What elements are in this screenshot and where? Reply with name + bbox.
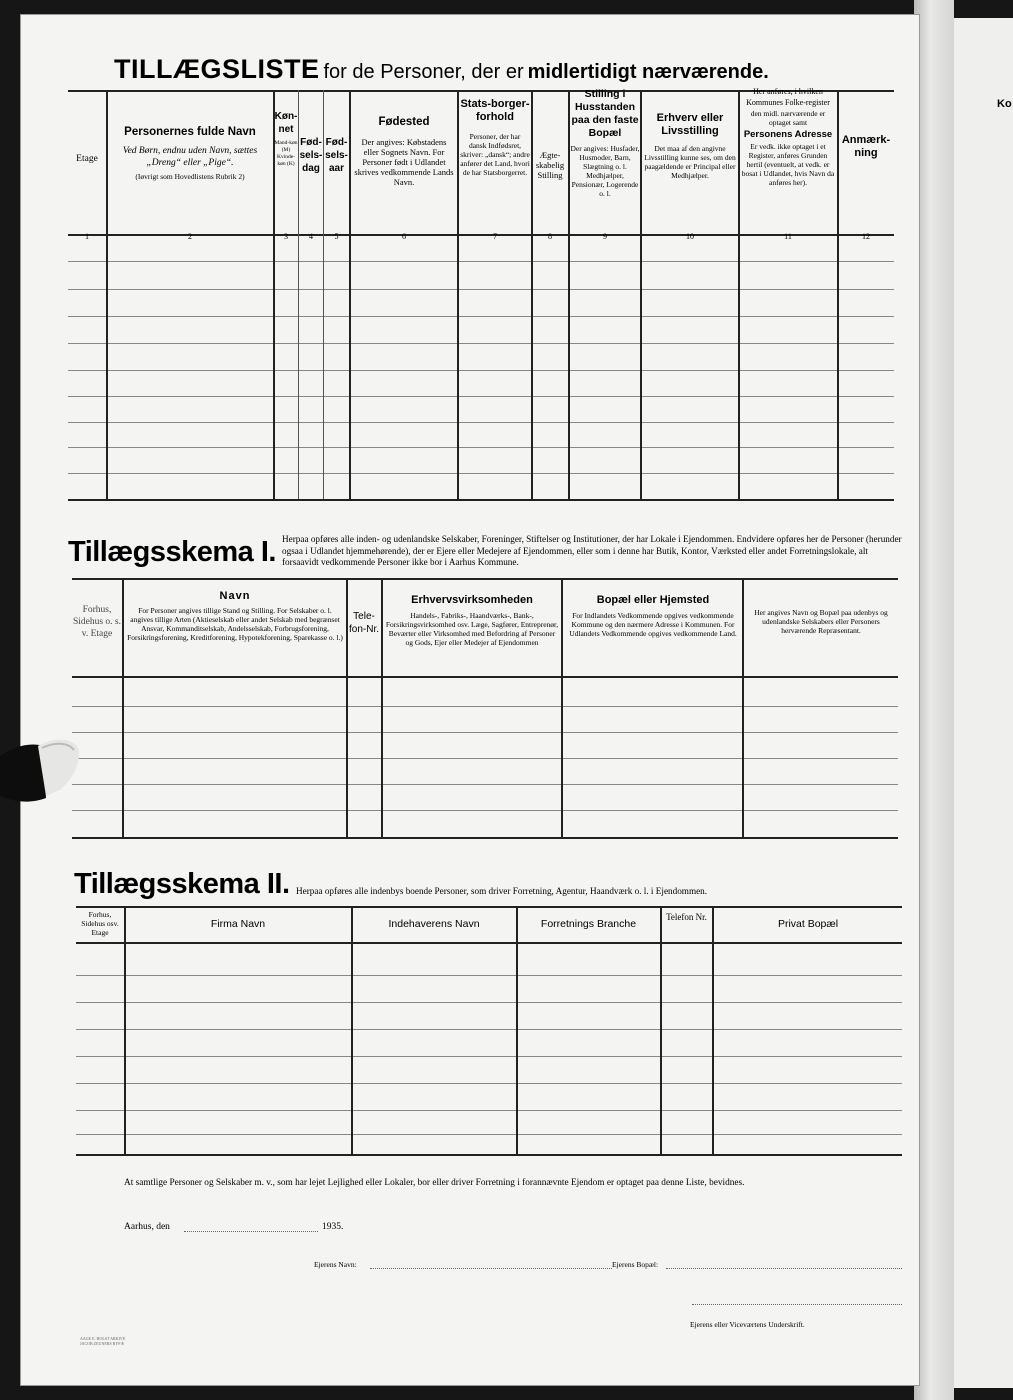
title-main: TILLÆGSLISTE	[114, 54, 320, 84]
s2-col-line	[516, 906, 518, 1154]
t1-row-line	[68, 447, 894, 448]
s1-head-navn-title: Navn	[219, 590, 251, 602]
s1-row-line	[72, 810, 898, 811]
t1-head-stats-sub: Personer, der har dansk Indfødsret, skriver: „dansk“; andre anfører det Land, hvori de har Statsborgerret.	[460, 132, 530, 177]
s1-head-erhverv-sub: Handels-, Fabriks-, Haandværks-, Bank-, Forsikringsvirksomhed osv. Læge, Sagfører, Entreprenør, Beværter eller Virksomhed med Befordring af Personer og Gods, Ejer eller Medejer af Ejendommen	[385, 611, 559, 647]
t1-head-erhverv	[643, 112, 737, 180]
title-bold: midlertidigt nærværende.	[527, 61, 769, 83]
t1-row-line	[68, 261, 894, 262]
signature-line	[692, 1304, 902, 1305]
t1-head-husst-title: Stilling i Husstanden paa den faste Bopæl	[571, 88, 639, 139]
t1-head-stats	[460, 98, 530, 177]
thumb-image	[0, 738, 80, 808]
t1-head-aegte: Ægte-skabelig Stilling	[535, 150, 565, 180]
s1-head-bopael	[565, 594, 741, 638]
t1-head-navn-title: Personernes fulde Navn	[124, 126, 256, 138]
t1-num-11: 11	[784, 232, 792, 241]
t1-head-adr	[740, 86, 836, 187]
s1-bottom-rule	[72, 837, 898, 839]
s1-head-repr: Her angives Navn og Bopæl paa udenbys og udenlandske Selskabers eller Personers herværende Repræsentant.	[754, 608, 888, 635]
date-dotted-line	[184, 1231, 318, 1232]
t1-num	[353, 226, 455, 244]
t1-num-5: 5	[334, 232, 339, 241]
t1-row-line	[68, 422, 894, 423]
s2-head-telefon: Telefon Nr.	[666, 912, 707, 922]
t1-num	[324, 226, 349, 244]
t1-head-navn	[110, 126, 270, 181]
s1-col-line	[381, 578, 383, 837]
t1-head-navn-sub: Ved Børn, endnu uden Navn, sættes „Dreng“ eller „Pige“.	[122, 146, 258, 168]
owner-name-label: Ejerens Navn:	[314, 1260, 357, 1269]
s2-head-indehaver: Indehaverens Navn	[388, 918, 480, 930]
s2-col-line	[660, 906, 662, 1154]
s2-top-rule	[76, 906, 902, 908]
owner-name-line	[370, 1268, 612, 1269]
s2-row-line	[76, 1083, 902, 1084]
t1-head-husst	[570, 88, 640, 198]
t1-head-adr-sub2: Er vedk. ikke optaget i et Register, anføres Grunden hertil (eventuelt, at vedk. er bosat i Udlandet, hvis Navn da anføres her).	[741, 142, 835, 187]
s2-row-line	[76, 1029, 902, 1030]
book-spine	[914, 0, 954, 1400]
skema2-intro: Herpaa opføres alle indenbys boende Personer, som driver Forretning, Agentur, Haandværk o. l. i Ejendommen.	[296, 886, 708, 896]
t1-num	[740, 226, 836, 244]
t1-num-4: 4	[309, 232, 313, 241]
s2-head-branche: Forretnings Branche	[540, 918, 637, 930]
s1-head-erhverv-title: Erhvervsvirksomheden	[411, 594, 533, 606]
footer-place: Aarhus, den	[124, 1222, 170, 1232]
s1-top-rule	[72, 578, 898, 580]
t1-col-line	[106, 90, 108, 499]
s1-head-rule	[72, 676, 898, 678]
t1-col-line	[457, 90, 459, 499]
t1-num-2: 2	[188, 232, 192, 241]
t1-head-husst-sub: Der angives: Husfader, Husmoder, Barn, Slægtning o. l. Medhjælper, Pensionær, Logerende o. l.	[570, 144, 640, 198]
s2-row-line	[76, 1110, 902, 1111]
t1-num	[68, 226, 106, 244]
t1-head-adr-title: Her anføres, i hvilken Kommunes Folke-register	[746, 87, 830, 107]
s1-head-erhverv	[385, 594, 559, 647]
s2-col-line	[712, 906, 714, 1154]
s2-col-line	[124, 906, 126, 1154]
t1-num	[570, 226, 640, 244]
t1-row-line	[68, 289, 894, 290]
skema1-intro: Herpaa opføres alle inden- og udenlandske Selskaber, Foreninger, Stiftelser og Institutioner, der har Lokale i Ejendommen. Endvidere opføres her de Personer (herunder ogsaa i Udlandet hjemmehørende), der er Ejere eller Medejere af Ejendommen, eller som i denne har Butik, Kontor, Værksted eller andet Forretningslokale, alt forsaavidt vedkommende Personer ikke bor i Aarhus Kommune.	[282, 534, 902, 567]
title-rest: for de Personer, der er	[323, 61, 524, 83]
t1-row-line	[68, 473, 894, 474]
t1-num	[532, 226, 568, 244]
owner-addr-label: Ejerens Bopæl:	[612, 1260, 659, 1269]
t1-head-kon-sub: Mand-køn (M) Kvinde-køn (K)	[274, 140, 298, 167]
s2-head-bopael: Privat Bopæl	[777, 918, 839, 930]
s1-col-line	[742, 578, 744, 837]
t1-num-3: 3	[284, 232, 288, 241]
t1-col-line	[349, 90, 351, 499]
s2-row-line	[76, 1002, 902, 1003]
t1-num	[274, 226, 298, 244]
s1-col-line	[122, 578, 124, 837]
t1-head-kon-title: Køn-net	[274, 111, 298, 135]
t1-col-line	[640, 90, 642, 499]
t1-head-adr-title2: Personens Adresse	[743, 129, 833, 140]
t1-row-line	[68, 343, 894, 344]
t1-num	[460, 226, 530, 244]
s2-col-line	[351, 906, 353, 1154]
t1-num-1: 1	[85, 232, 89, 241]
t1-head-dag: Fød-sels-dag	[299, 137, 323, 174]
form-page	[20, 14, 920, 1386]
s1-row-line	[72, 784, 898, 785]
s1-head-bopael-title: Bopæl eller Hjemsted	[596, 594, 710, 606]
s1-head-navn	[126, 590, 344, 642]
s1-head-bopael-sub: For Indlandets Vedkommende opgives vedkommende Kommune og den nærmere Adresse i Kommunen. For Udlandets Vedkommende opgives vedkommende Land.	[569, 611, 737, 638]
s2-head-rule	[76, 942, 902, 944]
t1-head-navn-sub2: (Iøvrigt som Hovedlistens Rubrik 2)	[135, 172, 245, 181]
t1-num	[643, 226, 737, 244]
footer-year: 1935.	[322, 1222, 344, 1232]
t1-head-anm: Anmærk-ning	[841, 134, 891, 159]
s1-row-line	[72, 732, 898, 733]
skema2-title: Tillægsskema II.	[74, 868, 290, 900]
footer-statement: At samtlige Personer og Selskaber m. v., som har lejet Lejlighed eller Lokaler, bor eller driver Forretning i forannævnte Ejendom er optaget paa denne Liste, bevidnes.	[124, 1178, 745, 1188]
t1-head-kon	[274, 110, 298, 168]
s1-head-tele: Tele-fon-Nr.	[348, 611, 379, 635]
s2-head-etage: Forhus, Sidehus osv. Etage	[81, 910, 119, 937]
t1-head-adr-sub: den midl. nærværende er optaget samt	[750, 109, 826, 127]
t1-head-sted-title: Fødested	[378, 116, 430, 128]
t1-num-10: 10	[686, 232, 694, 241]
t1-row-line	[68, 316, 894, 317]
s2-row-line	[76, 1134, 902, 1135]
s1-head-navn-sub: For Personer angives tillige Stand og Stilling. For Selskaber o. l. angives tillige Arten (Aktieselskab eller andet Selskab med begrænset Ansvar, Kommanditselskab, Andelsselskab, Forbrugsforening, Forsikringsforening, Kreditforening, Hypotekforening, Sparekasse o. l.)	[127, 606, 343, 642]
t1-num-6: 6	[402, 232, 406, 241]
skema1-title: Tillægsskema I.	[68, 536, 276, 568]
t1-head-erhverv-sub: Det maa af den angivne Livsstilling kunne ses, om den paagældende er Principal eller Medhjælper.	[644, 144, 736, 180]
t1-head-stats-title: Stats-borger-forhold	[460, 98, 530, 123]
s1-col-line	[561, 578, 563, 837]
t1-head-sted-sub: Der angives: Købstadens eller Sognets Navn. For Personer født i Udlandet skrives vedkommende Lands Navn.	[354, 137, 454, 187]
s1-head-etage: Forhus, Sidehus o. s. v. Etage	[72, 605, 122, 639]
s1-row-line	[72, 758, 898, 759]
t1-num	[110, 226, 270, 244]
t1-num-9: 9	[603, 232, 607, 241]
owner-addr-line	[666, 1268, 902, 1269]
t1-head-erhverv-title: Erhverv eller Livsstilling	[656, 112, 724, 137]
t1-num	[838, 226, 894, 244]
t1-num-7: 7	[493, 232, 497, 241]
s1-row-line	[72, 706, 898, 707]
s2-row-line	[76, 975, 902, 976]
s2-row-line	[76, 1056, 902, 1057]
t1-num-12: 12	[862, 232, 870, 241]
s2-bottom-rule	[76, 1154, 902, 1156]
t1-num	[299, 226, 323, 244]
s2-head-firma: Firma Navn	[210, 918, 266, 930]
t1-head-etage: Etage	[76, 154, 98, 164]
t1-num-8: 8	[548, 232, 552, 241]
t1-head-aar: Fød-sels-aar	[325, 137, 348, 174]
t1-head-sted	[353, 116, 455, 187]
printer-mark: AAGE E. HOLST ARKIVE JACOB ZEUNERS BYFÆ	[80, 1336, 126, 1346]
t1-bottom-rule	[68, 499, 894, 501]
page-title	[114, 54, 874, 85]
next-page-text: Ko	[997, 98, 1012, 110]
t1-row-line	[68, 396, 894, 397]
t1-row-line	[68, 370, 894, 371]
signature-label: Ejerens eller Viceværtens Underskrift.	[690, 1320, 805, 1329]
